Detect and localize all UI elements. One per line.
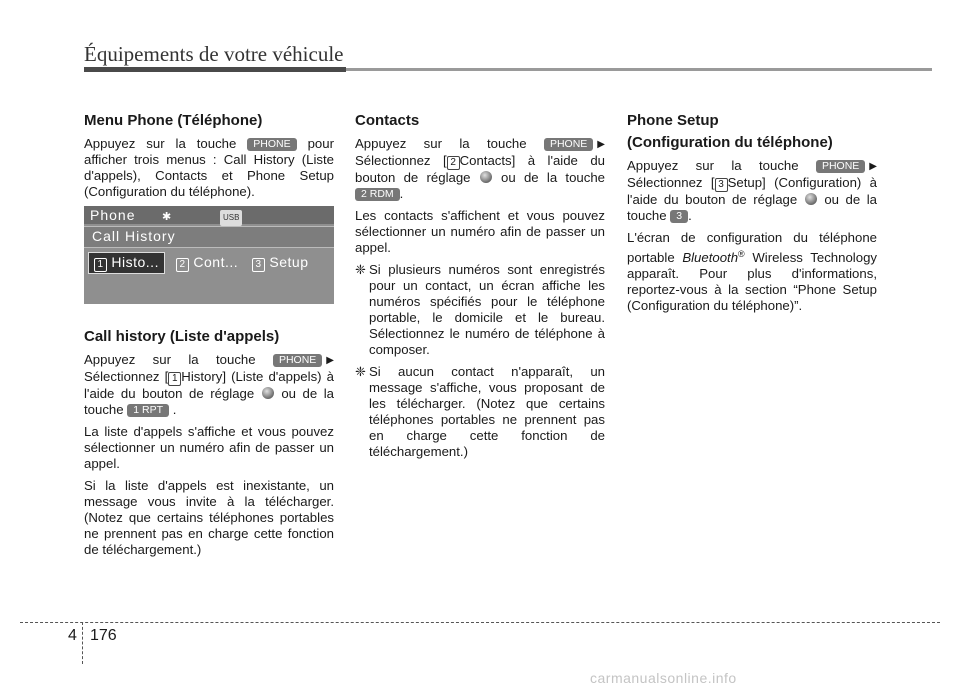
heading-contacts: Contacts bbox=[355, 112, 420, 129]
heading-phone-setup-fr: (Configuration du téléphone) bbox=[627, 134, 833, 151]
number-1-icon: 1 bbox=[168, 372, 181, 386]
number-3-icon: 3 bbox=[252, 258, 265, 272]
arrow-right-icon: ▶ bbox=[326, 355, 334, 366]
usb-badge: USB bbox=[220, 210, 242, 226]
note-multiple-numbers: ❈ Si plusieurs numéros sont enregistrés pour un contact, un écran affiche les numéros spécifiés pour le téléphone portable, le domicile et le bureau. Sélectionnez le numéro de téléphone à composer. bbox=[355, 262, 605, 357]
phone-key-icon: PHONE bbox=[544, 138, 593, 151]
column-2 bbox=[355, 112, 605, 466]
number-2-icon: 2 bbox=[176, 258, 189, 272]
header-bar-light bbox=[346, 68, 932, 71]
tune-knob-icon bbox=[262, 387, 274, 399]
number-1-icon: 1 bbox=[94, 258, 107, 272]
paragraph-call-empty: Si la liste d'appels est inexistante, un message vous invite à la télécharger. (Notez que certains téléphones portables ne prennent pas en charge cette fonction de téléchargement.) bbox=[84, 478, 334, 557]
chapter-number: 4 bbox=[68, 627, 77, 644]
paragraph-contacts-select: Appuyez sur la touche PHONE ▶ Sélectionnez [ 2 Contacts] à l'aide du bouton de réglage ou de la touche 2 RDM . bbox=[355, 136, 606, 201]
paragraph-call-list: La liste d'appels s'affiche et vous pouvez sélectionner un numéro afin de passer un appel. bbox=[84, 424, 334, 471]
rdm-key-icon: 2 RDM bbox=[355, 188, 400, 201]
column-1 bbox=[84, 112, 334, 564]
number-2-icon: 2 bbox=[447, 156, 460, 170]
bluetooth-icon: ✱ bbox=[162, 211, 172, 223]
paragraph-menu-phone: Appuyez sur la touche PHONE pour afficher trois menus : Call History (Liste d'appels), Contacts et Phone Setup (Configuration du téléphone). bbox=[84, 136, 334, 199]
heading-call-history: Call history (Liste d'appels) bbox=[84, 328, 280, 345]
note-mark-icon: ❈ bbox=[355, 262, 367, 277]
three-key-icon: 3 bbox=[670, 210, 688, 223]
column-3 bbox=[627, 112, 877, 320]
rpt-key-icon: 1 RPT bbox=[127, 404, 169, 417]
footer-vertical-dashed-line bbox=[82, 622, 83, 664]
header-bar-dark bbox=[84, 67, 346, 72]
screen-option-setup: 3 Setup bbox=[252, 254, 308, 272]
phone-key-icon: PHONE bbox=[273, 354, 322, 367]
note-mark-icon: ❈ bbox=[355, 364, 367, 379]
tune-knob-icon bbox=[805, 193, 817, 205]
phone-key-icon: PHONE bbox=[816, 160, 865, 173]
tune-knob-icon bbox=[480, 171, 492, 183]
page-number: 176 bbox=[90, 627, 117, 644]
screen-option-history: 1 Histo... bbox=[88, 252, 165, 274]
number-3-icon: 3 bbox=[715, 178, 728, 192]
paragraph-setup-select: Appuyez sur la touche PHONE ▶ Sélectionnez [ 3 Setup] (Configuration) à l'aide du bouton de réglage ou de la touche 3 . bbox=[627, 158, 878, 223]
paragraph-call-history: Appuyez sur la touche PHONE ▶ Sélectionnez [ 1 History] (Liste d'appels) à l'aide du bouton de réglage ou de la touche 1 RPT . bbox=[84, 352, 335, 417]
heading-phone-setup: Phone Setup bbox=[627, 112, 719, 129]
screen-title: Phone bbox=[90, 207, 136, 223]
footer-dashed-line bbox=[20, 622, 940, 623]
heading-menu-phone: Menu Phone (Téléphone) bbox=[84, 112, 263, 129]
page-header-title: Équipements de votre véhicule bbox=[84, 42, 344, 66]
phone-menu-screen-image bbox=[84, 206, 334, 304]
arrow-right-icon: ▶ bbox=[869, 161, 877, 172]
screen-option-contacts: 2 Cont... bbox=[176, 254, 238, 272]
note-no-contacts: ❈ Si aucun contact n'apparaît, un message s'affiche, vous proposant de les télécharger. (Notez que certains téléphones portables ne prennent pas en charge cette fonction de téléchargement.) bbox=[355, 364, 605, 459]
paragraph-setup-info: L'écran de configuration du téléphone portable Bluetooth® Wireless Technology apparaît. Pour plus d'informations, reportez-vous à la section “Phone Setup (Configuration du téléphone)”. bbox=[627, 230, 877, 313]
screen-subtitle: Call History bbox=[92, 228, 176, 244]
watermark: carmanualsonline.info bbox=[590, 670, 737, 686]
phone-key-icon: PHONE bbox=[247, 138, 296, 151]
paragraph-contacts-list: Les contacts s'affichent et vous pouvez sélectionner un numéro afin de passer un appel. bbox=[355, 208, 605, 255]
arrow-right-icon: ▶ bbox=[597, 139, 605, 150]
